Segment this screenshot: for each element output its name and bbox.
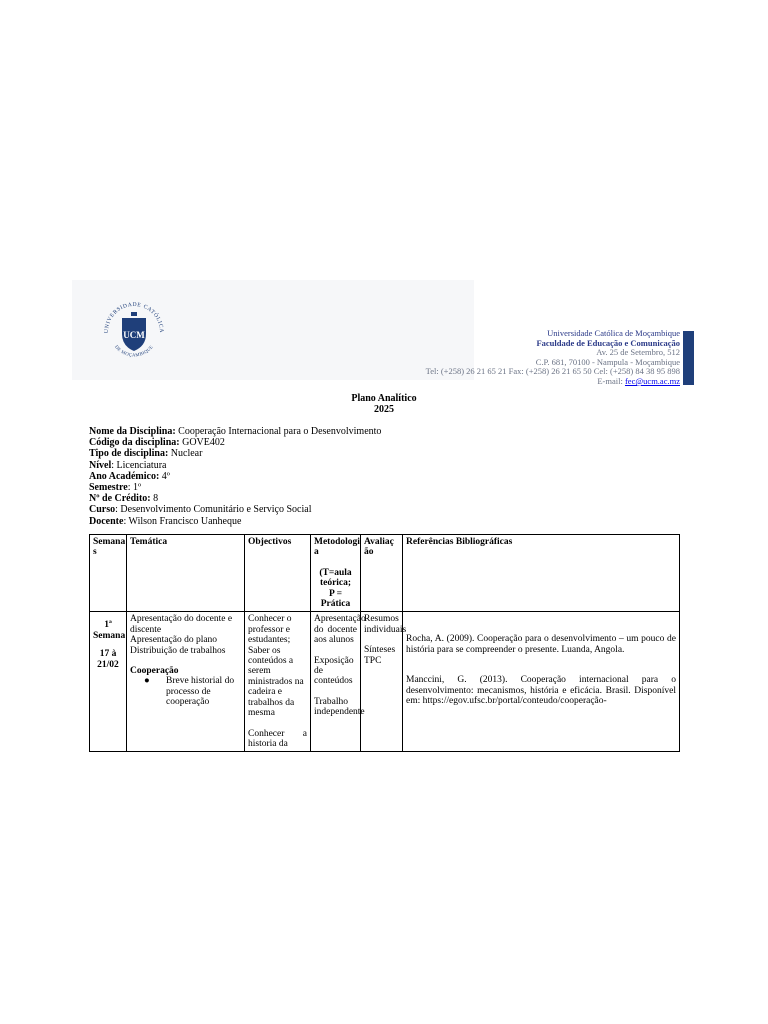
field-value: Cooperação Internacional para o Desenvolvimento (175, 426, 382, 437)
logo-monogram: UCM (123, 330, 145, 340)
header-metodologia-note-2: P = Prática (320, 588, 351, 610)
header-avaliacao: Avaliaç ão (361, 535, 403, 612)
field-value: : 1º (127, 482, 142, 494)
field-value: 8 (150, 493, 159, 505)
tematica-heading: Cooperação (130, 666, 179, 677)
avaliacao-cell (361, 612, 407, 752)
field-row (89, 460, 381, 471)
email-label: E-mail: (597, 375, 625, 386)
field-label: Nível (89, 459, 112, 471)
header-metodologia-label: Metodologi a (314, 537, 360, 558)
field-row (89, 471, 381, 482)
week-dates: 17 à 21/02 (97, 649, 119, 670)
header-tematica: Temática (127, 535, 245, 612)
field-value: Nuclear (168, 448, 203, 460)
field-label: Docente (89, 515, 124, 527)
institution-address-block (426, 329, 680, 387)
week-label: 1ª Semana (93, 620, 126, 641)
university-name: Universidade Católica de Moçambique (547, 328, 680, 338)
objectivos-text: Conhecer a historia da (248, 728, 307, 749)
field-label: Ano Académico: (89, 470, 160, 482)
tematica-bullet (130, 676, 241, 707)
field-label: Nº de Crédito: (89, 493, 151, 505)
bullet-dot-icon: ● (144, 676, 150, 687)
field-row (89, 448, 381, 459)
field-value: GOVE402 (179, 437, 225, 449)
field-label: Nome da Disciplina: (89, 426, 176, 437)
field-row (89, 426, 381, 437)
tematica-item: Distribuição de trabalhos (130, 645, 226, 656)
metodologia-text: Trabalho independente (314, 696, 365, 718)
tematica-bullet-text: Breve historial do processo de cooperação (166, 676, 235, 708)
title-line: Plano Analítico (351, 393, 417, 404)
field-label: Tipo de disciplina: (89, 448, 169, 460)
field-label: Curso (89, 504, 116, 516)
field-value: : Wilson Francisco Uanheque (123, 515, 242, 527)
referencias-cell (403, 612, 680, 752)
faculty-name: Faculdade de Educação e Comunicação (536, 337, 680, 348)
objectivos-text: Conhecer o professor e estudantes; Saber os conteúdos a serem ministrados na cadeira e trabalhos da mesma (248, 614, 304, 719)
avaliacao-text: Resumos individuais (364, 614, 407, 635)
field-row (89, 437, 381, 448)
field-label: Semestre (89, 482, 128, 494)
course-info (89, 426, 381, 527)
plan-table (89, 534, 680, 752)
field-label: Código da disciplina: (89, 437, 180, 449)
logo-text-bottom: DE MOÇAMBIQUE (113, 344, 155, 358)
email-line (426, 377, 680, 387)
header-accent-bar (683, 331, 694, 385)
reference-entry: Manccini, G. (2013). Cooperação internacional para o desenvolvimento: mecanismos, história e eficácia. Brasil. Disponível em: https://egov.ufsc.br/portal/conteudo/cooperação- (406, 675, 676, 707)
phone-numbers: Tel: (+258) 26 21 65 21 Fax: (+258) 26 21 65 50 Cel: (+258) 84 38 95 898 (425, 366, 680, 377)
week-cell (90, 612, 127, 752)
tematica-item: Apresentação do plano (130, 635, 218, 646)
header-referencias: Referências Bibliográficas (403, 535, 680, 612)
metodologia-text: Exposição de conteúdos (314, 655, 354, 687)
field-row (89, 482, 381, 493)
logo-text-top: UNIVERSIDADE CATÓLICA (103, 301, 165, 334)
email-link[interactable]: fec@ucm.ac.mz (624, 375, 680, 386)
field-value: : Desenvolvimento Comunitário e Serviço Social (115, 504, 312, 516)
header-metodologia (311, 535, 361, 612)
header-objectivos: Objectivos (245, 535, 311, 612)
header-metodologia-note-1: (T=aula teórica; (319, 567, 352, 589)
field-value: 4º (159, 470, 170, 482)
field-row (89, 504, 381, 515)
reference-entry: Rocha, A. (2009). Cooperação para o desenvolvimento – um pouco de história para se compreender o presente. Luanda, Angola. (406, 634, 676, 655)
metodologia-text: Apresentação do docente aos alunos (314, 614, 366, 646)
metodologia-cell (311, 612, 366, 752)
avaliacao-text: Sínteses TPC (364, 645, 396, 666)
field-row (89, 516, 381, 527)
university-logo (98, 294, 170, 366)
tematica-cell (127, 612, 245, 752)
tematica-item: Apresentação do docente e discente (130, 614, 233, 635)
field-row (89, 493, 381, 504)
document-title (0, 393, 768, 415)
title-year: 2025 (374, 404, 394, 415)
street-address: Av. 25 de Setembro, 512 (596, 347, 680, 358)
header-semanas: Semana s (90, 535, 127, 612)
table-row (90, 612, 680, 752)
objectivos-cell (245, 612, 311, 752)
postal-address: C.P. 681, 70100 - Nampula - Moçambique (535, 356, 680, 367)
table-header-row (90, 535, 680, 612)
field-value: : Licenciatura (111, 459, 167, 471)
